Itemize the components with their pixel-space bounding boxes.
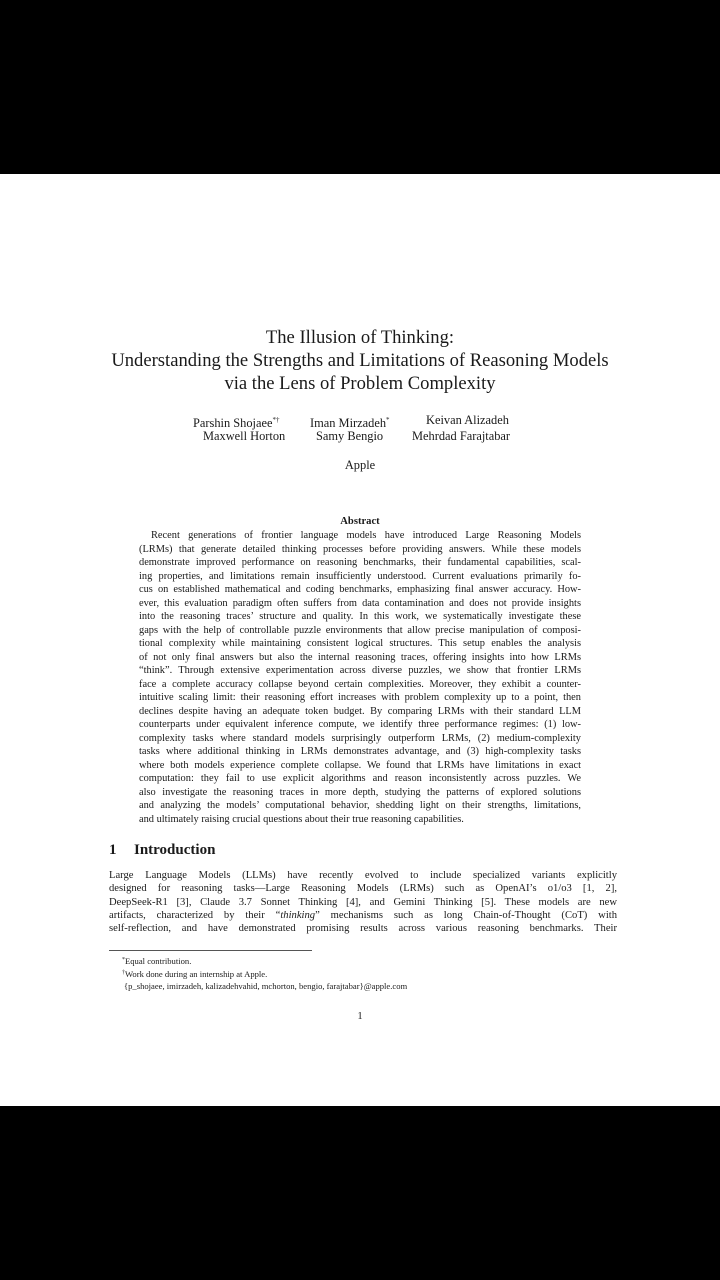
author-marks: *† bbox=[272, 416, 280, 424]
abstract-line: where both models experience complete collapse. We found that LRMs have limitations in exact bbox=[139, 759, 581, 771]
section-number: 1 bbox=[109, 842, 117, 858]
emphasis-text: thinking bbox=[280, 909, 316, 921]
abstract-line: complexity tasks where standard models surprisingly outperform LRMs, (2) medium-complexity bbox=[139, 732, 581, 744]
section-title: Introduction bbox=[134, 842, 216, 858]
abstract-body bbox=[139, 529, 581, 826]
abstract-line: into the reasoning traces’ structure and quality. In this work, we systematically investigate these bbox=[139, 611, 581, 622]
abstract-heading: Abstract bbox=[340, 516, 380, 527]
abstract-line: ing properties, and limitations remain insufficiently understood. Current evaluations primarily fo- bbox=[139, 570, 581, 582]
footnotes bbox=[122, 954, 622, 992]
intro-line bbox=[109, 909, 617, 922]
abstract-line: and analyzing the models’ computational behavior, shedding light on their strengths, limitations, bbox=[139, 800, 581, 811]
intro-body bbox=[109, 869, 617, 935]
footnote bbox=[122, 954, 622, 967]
footnote-mark: * bbox=[122, 957, 125, 963]
affiliation: Apple bbox=[344, 458, 376, 472]
author-name: Maxwell Horton bbox=[203, 429, 286, 443]
author-name: Samy Bengio bbox=[316, 429, 384, 443]
abstract-line: tasks where additional thinking in LRMs demonstrates advantage, and (3) high-complexity tasks bbox=[139, 746, 581, 757]
abstract-line: computation: they fail to use explicit algorithms and reason inconsistently across puzzles. We bbox=[139, 773, 581, 784]
paper-title bbox=[0, 326, 720, 395]
abstract-line: tional complexity while maintaining consistent logical structures. This setup enables the analysis bbox=[139, 638, 581, 649]
pdf-page bbox=[0, 174, 720, 1106]
title-line: via the Lens of Problem Complexity bbox=[224, 373, 496, 394]
abstract-line: face a complete accuracy collapse beyond certain complexities. Moreover, they exhibit a counter- bbox=[139, 678, 581, 690]
abstract-line: counterparts under equivalent inference compute, we identify three performance regimes: (1) low- bbox=[139, 719, 581, 730]
title-line: The Illusion of Thinking: bbox=[265, 327, 455, 348]
author-row bbox=[0, 412, 720, 428]
author-name: Mehrdad Farajtabar bbox=[412, 429, 511, 443]
footnote-divider bbox=[109, 950, 312, 951]
abstract-line: ever, this evaluation paradigm often suffers from data contamination and does not provide insights bbox=[139, 597, 581, 609]
author bbox=[316, 428, 383, 444]
intro-line: Large Language Models (LLMs) have recently evolved to include specialized variants explicitly bbox=[109, 870, 617, 881]
page-number: 1 bbox=[357, 1011, 363, 1022]
intro-line: DeepSeek-R1 [3], Claude 3.7 Sonnet Thinking [4], and Gemini Thinking [5]. These models are new bbox=[109, 896, 617, 908]
abstract-line: and ultimately raising crucial questions about their true reasoning capabilities. bbox=[139, 813, 464, 825]
abstract-line: demonstrate improved performance on reasoning benchmarks, their fundamental capabilities, scal- bbox=[139, 557, 581, 568]
author-row bbox=[0, 428, 720, 444]
author-marks: * bbox=[386, 416, 390, 424]
section-heading bbox=[109, 841, 215, 859]
abstract-line: “think”. Through extensive experimentation across diverse puzzles, we show that frontier LRMs bbox=[139, 665, 581, 676]
author bbox=[412, 428, 510, 444]
abstract-line: declines despite having an adequate token budget. By comparing LRMs with their standard LLM bbox=[139, 705, 581, 717]
abstract-line: Recent generations of frontier language models have introduced Large Reasoning Models bbox=[151, 530, 581, 541]
footnote bbox=[122, 980, 622, 992]
title-line: Understanding the Strengths and Limitations of Reasoning Models bbox=[111, 350, 609, 371]
abstract-line: cus on established mathematical and coding benchmarks, emphasizing final answer accuracy. How- bbox=[139, 584, 581, 595]
footnote bbox=[122, 967, 622, 980]
intro-line: designed for reasoning tasks—Large Reasoning Models (LRMs) such as OpenAI’s o1/o3 [1, 2], bbox=[109, 883, 617, 895]
abstract-line: intuitive scaling limit: their reasoning effort increases with problem complexity up to a point, then bbox=[139, 692, 581, 703]
abstract-line: (LRMs) that generate detailed thinking processes before providing answers. While these models bbox=[139, 543, 581, 555]
footnote-text: Work done during an internship at Apple. bbox=[125, 969, 268, 979]
footnote-emails: {p_shojaee, imirzadeh, kalizadehvahid, mchorton, bengio, farajtabar}@apple.com bbox=[124, 981, 408, 991]
author-name: Keivan Alizadeh bbox=[426, 413, 509, 427]
abstract-line: of not only final answers but also the internal reasoning traces, offering insights into how LRMs bbox=[139, 651, 581, 663]
footnote-mark: † bbox=[122, 970, 125, 976]
intro-text: ” mechanisms such as long Chain-of-Thought (CoT) with bbox=[315, 909, 618, 921]
author-name: Iman Mirzadeh bbox=[310, 416, 387, 430]
author-name: Parshin Shojaee bbox=[193, 416, 273, 430]
abstract-line: also investigate the reasoning traces in more depth, studying the patterns of explored solutions bbox=[139, 786, 581, 798]
author bbox=[203, 428, 285, 444]
intro-line: self-reflection, and have demonstrated promising results across various reasoning benchmarks. Their bbox=[109, 923, 617, 935]
footnote-text: Equal contribution. bbox=[125, 956, 192, 966]
intro-text: artifacts, characterized by their “ bbox=[109, 909, 281, 921]
author bbox=[426, 412, 509, 428]
abstract-line: gaps with the help of controllable puzzle environments that allow precise manipulation of composi- bbox=[139, 624, 581, 636]
